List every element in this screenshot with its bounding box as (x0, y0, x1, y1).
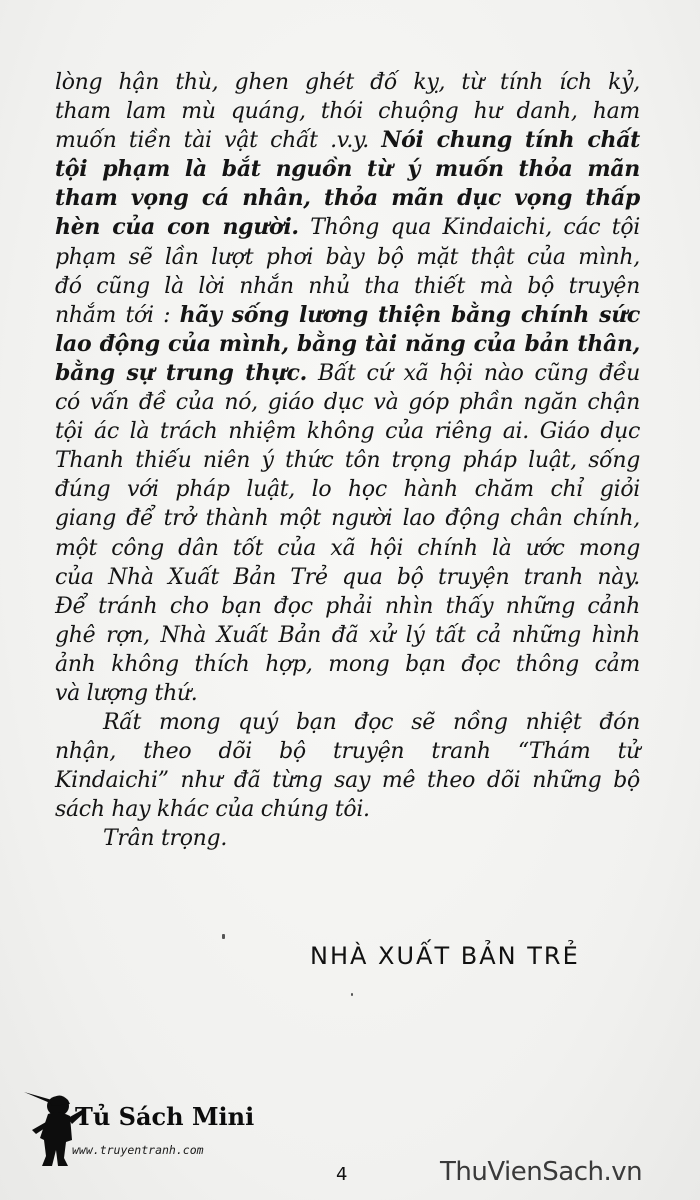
text-line (55, 446, 640, 475)
text-line (55, 475, 640, 504)
text-segment: Để tránh cho bạn đọc phải nhìn thấy những cảnh (55, 593, 640, 619)
text-segment: muốn tiền tài vật chất .v.y. (55, 128, 382, 154)
text-line (55, 563, 640, 592)
scan-speck (351, 993, 353, 996)
text-line (55, 126, 640, 155)
bold-text-segment: tham vọng cá nhân, thỏa mãn dục vọng thấp (55, 185, 640, 212)
text-segment: đó cũng là lời nhắn nhủ tha thiết mà bộ truyện (55, 273, 640, 299)
text-line (55, 679, 640, 708)
text-segment: ảnh không thích hợp, mong bạn đọc thông cảm (55, 651, 640, 677)
text-segment: đúng với pháp luật, lo học hành chăm chỉ giỏi (55, 477, 640, 503)
text-segment: tham lam mù quáng, thói chuộng hư danh, ham (55, 99, 640, 125)
text-segment: giang để trở thành một người lao động chân chính, (55, 506, 640, 532)
scan-speck (222, 934, 225, 939)
text-segment: phạm sẽ lần lượt phơi bày bộ mặt thật của mình, (55, 244, 640, 270)
text-line (55, 272, 640, 301)
logo-url: www.truyentranh.com (72, 1143, 204, 1157)
publisher-signature: NHÀ XUẤT BẢN TRẺ (310, 942, 580, 970)
text-segment: Thông qua Kindaichi, các tội (298, 215, 640, 241)
bold-text-segment: bằng sự trung thực. (55, 359, 307, 386)
text-line (55, 97, 640, 126)
text-line (55, 243, 640, 272)
text-segment: của Nhà Xuất Bản Trẻ qua bộ truyện tranh này. (55, 564, 640, 590)
text-line (55, 301, 640, 330)
text-segment: sách hay khác của chúng tôi. (55, 797, 370, 823)
text-segment: Rất mong quý bạn đọc sẽ nồng nhiệt đón (103, 710, 640, 736)
text-line (55, 68, 640, 97)
text-line (55, 534, 640, 563)
text-segment: Thanh thiếu niên ý thức tôn trọng pháp luật, sống (55, 448, 640, 474)
text-segment: tội ác là trách nhiệm không của riêng ai. Giáo dục (55, 419, 640, 445)
text-line (55, 795, 640, 824)
text-line (55, 621, 640, 650)
text-line (55, 330, 640, 359)
text-line (55, 766, 640, 795)
text-line (55, 504, 640, 533)
text-segment: một công dân tốt của xã hội chính là ước mong (55, 535, 640, 561)
text-line (55, 388, 640, 417)
bold-text-segment: Nói chung tính chất (381, 127, 641, 154)
bold-text-segment: hèn của con người. (55, 214, 299, 241)
text-line (55, 213, 640, 242)
text-line (55, 650, 640, 679)
text-line (55, 155, 640, 184)
text-line (55, 417, 640, 446)
bold-text-segment: lao động của mình, bằng tài năng của bản thân, (55, 330, 640, 357)
text-line (55, 184, 640, 213)
bold-text-segment: hãy sống lương thiện bằng chính sức (179, 301, 640, 328)
logo-title: Tủ Sách Mini (75, 1102, 255, 1131)
text-segment: nhận, theo dõi bộ truyện tranh “Thám tử (55, 739, 640, 765)
text-line (55, 359, 640, 388)
text-line (55, 737, 640, 766)
text-segment: Kindaichi” như đã từng say mê theo dõi những bộ (55, 768, 640, 794)
text-segment: nhắm tới : (55, 302, 180, 328)
text-line (55, 592, 640, 621)
text-segment: và lượng thứ. (55, 680, 198, 706)
text-segment: Trân trọng. (103, 826, 228, 852)
body-text (55, 68, 640, 854)
text-line (55, 708, 640, 737)
bold-text-segment: tội phạm là bắt nguồn từ ý muốn thỏa mãn (55, 156, 640, 183)
text-line (55, 824, 640, 853)
watermark: ThuVienSach.vn (440, 1157, 643, 1187)
text-segment: lòng hận thù, ghen ghét đố kỵ, từ tính ích kỷ, (55, 70, 640, 95)
text-segment: Bất cứ xã hội nào cũng đều (306, 360, 640, 386)
page-number: 4 (336, 1164, 348, 1185)
text-segment: có vấn đề của nó, giáo dục và góp phần ngăn chận (55, 390, 640, 416)
text-segment: ghê rợn, Nhà Xuất Bản đã xử lý tất cả những hình (55, 622, 640, 648)
